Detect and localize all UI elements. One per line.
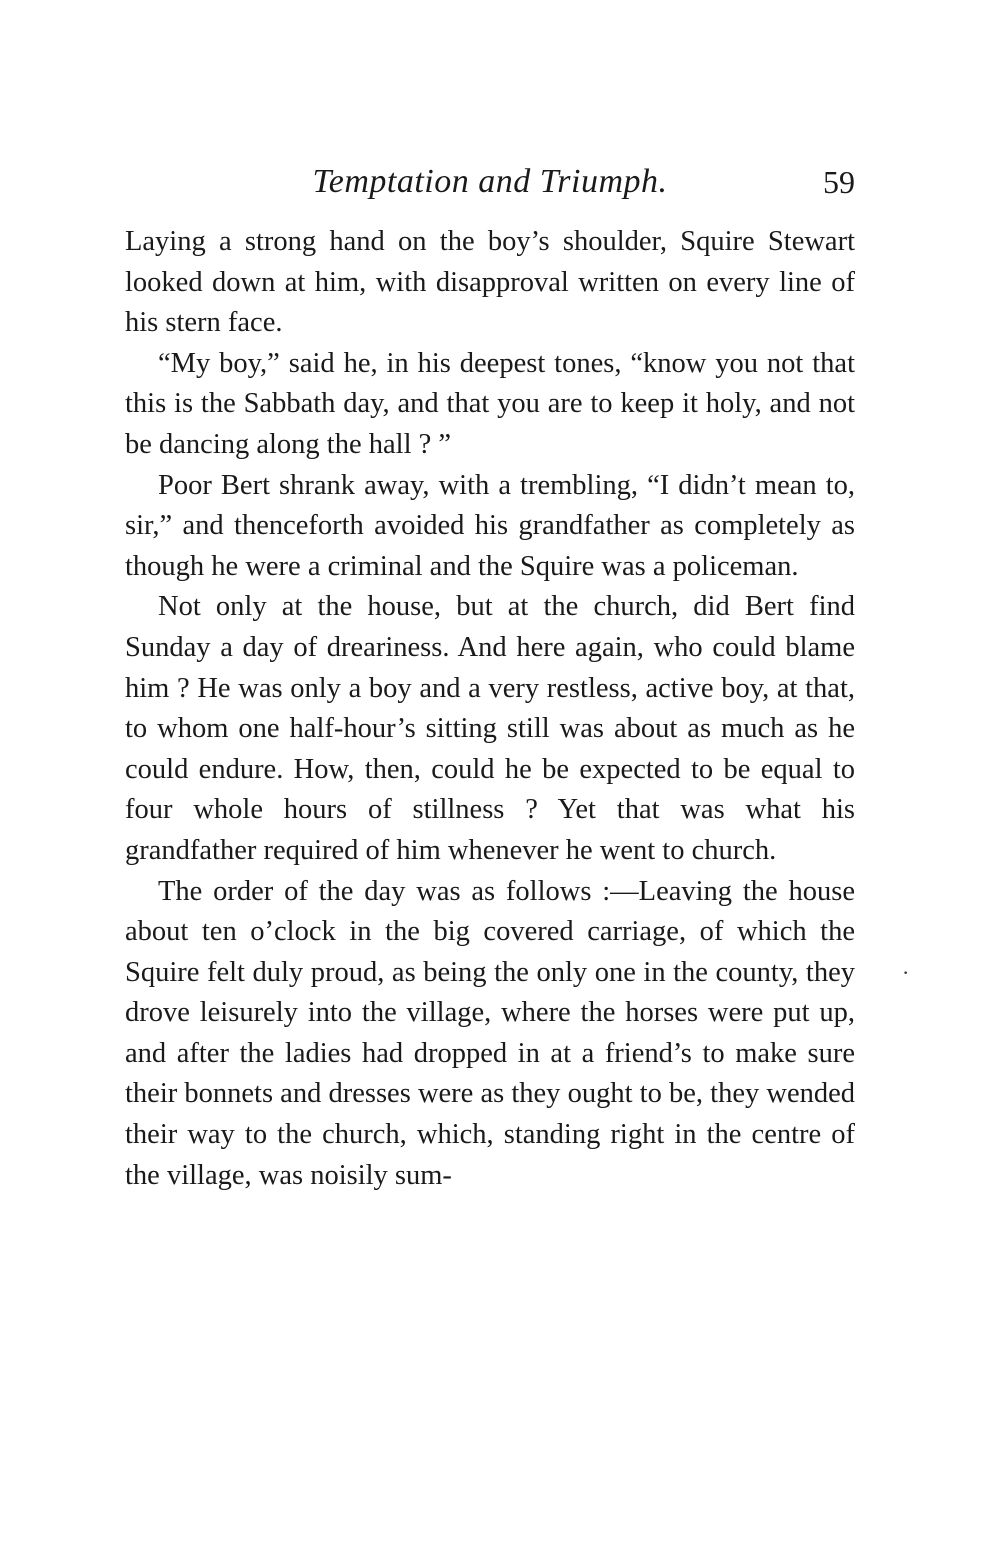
- running-head: [125, 157, 855, 207]
- paragraph: Not only at the house, but at the church, did Bert find Sunday a day of dreariness. And here again, who could blame him ? He was only a boy and a very restless, active boy, at that, to whom one half-hour’s sitting still was about as much as he could endure. How, then, could he be expected to be equal to four whole hours of stillness ? Yet that was what his grandfather required of him whenever he went to church.: [125, 591, 855, 866]
- paragraph: Poor Bert shrank away, with a trembling, “I didn’t mean to, sir,” and thenceforth avoided his grandfather as completely as though he were a criminal and the Squire was a policeman.: [125, 469, 855, 582]
- body-text: [125, 222, 855, 1196]
- paragraph: “My boy,” said he, in his deepest tones, “know you not that this is the Sabbath day, and that you are to keep it holy, and not be dancing along the hall ? ”: [125, 347, 855, 460]
- ink-speck: ·: [902, 960, 910, 985]
- page-number: 59: [823, 164, 855, 200]
- paragraph: Laying a strong hand on the boy’s shoulder, Squire Stewart looked down at him, with disapproval written on every line of his stern face.: [125, 226, 855, 339]
- paragraph: The order of the day was as follows :—Leaving the house about ten o’clock in the big covered carriage, of which the Squire felt duly proud, as being the only one in the county, they drove leisurely into the village, where the horses were put up, and after the ladies had dropped in at a friend’s to make sure their bonnets and dresses were as they ought to be, they wended their way to the church, which, standing right in the centre of the village, was noisily sum-: [125, 875, 855, 1191]
- running-title: Temptation and Triumph.: [312, 163, 668, 200]
